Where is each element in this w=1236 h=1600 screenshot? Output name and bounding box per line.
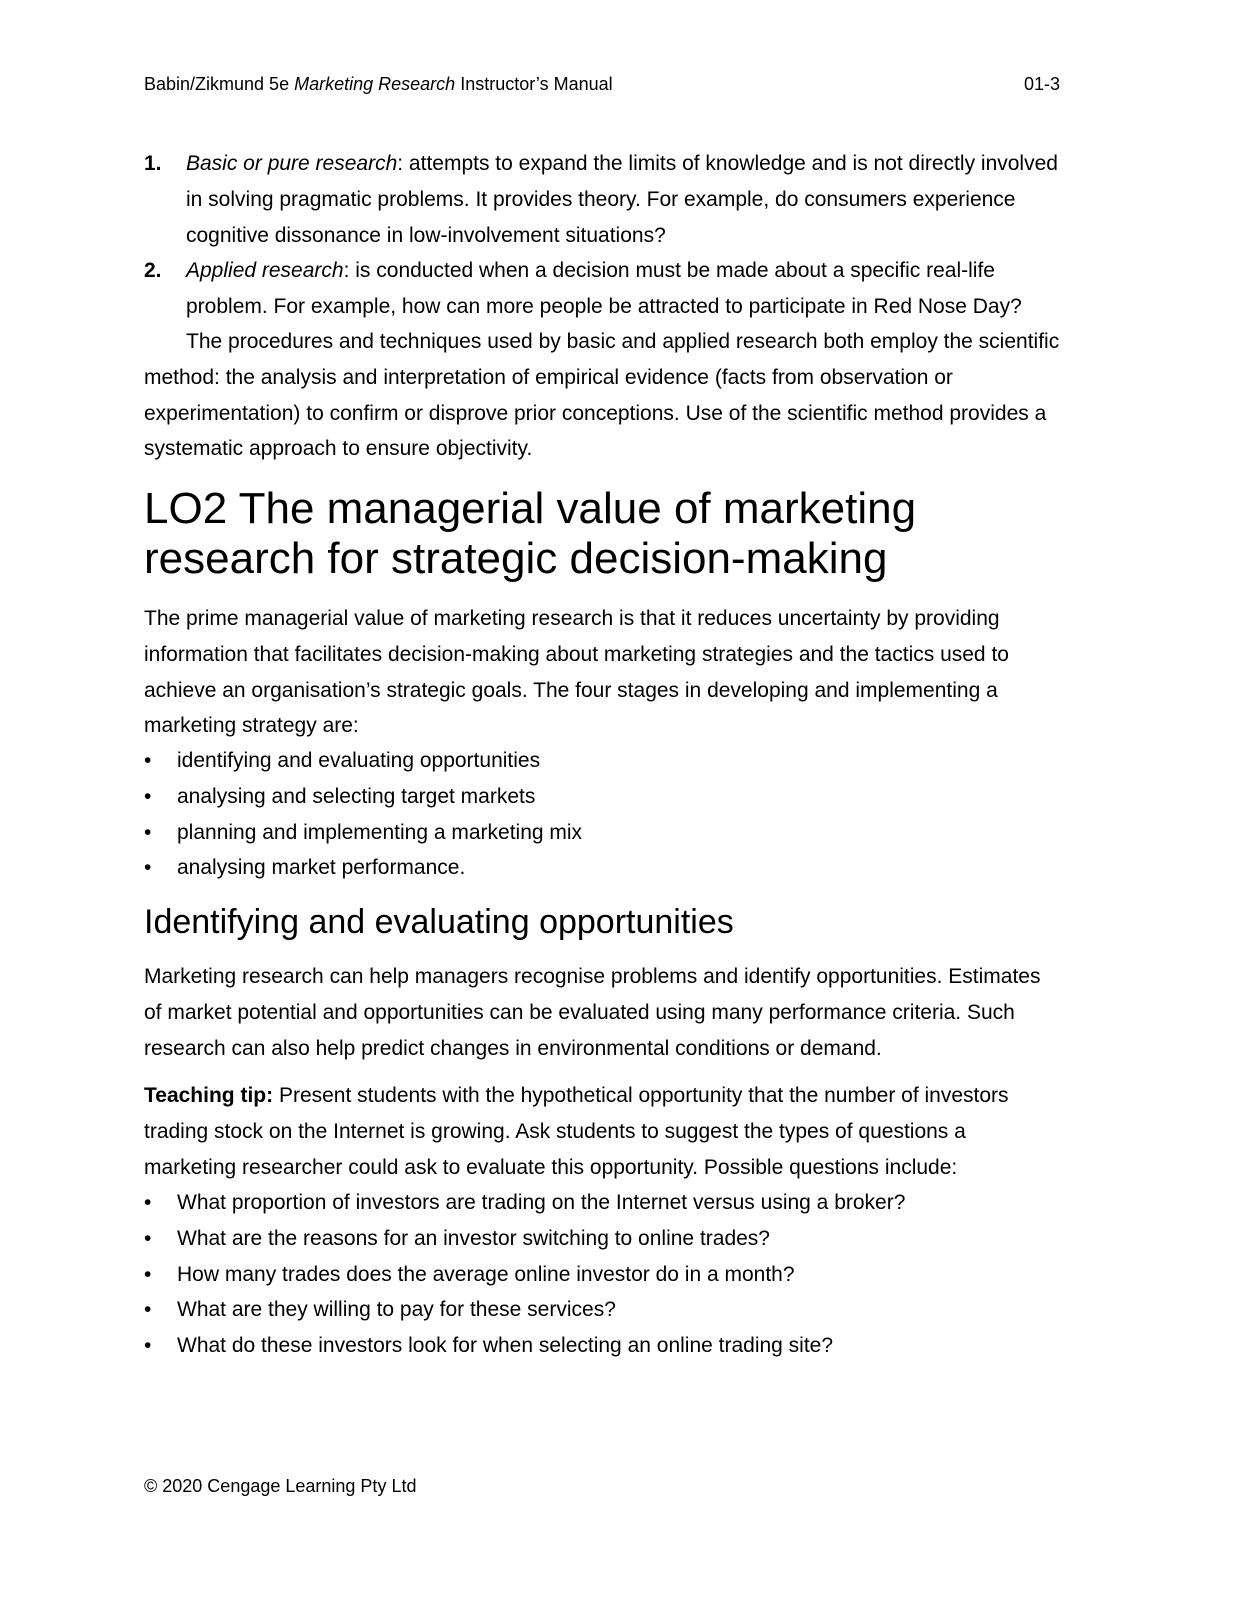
item-number: 2. <box>144 259 162 283</box>
subsection-heading: Identifying and evaluating opportunities <box>144 903 734 941</box>
list-item-text: What are the reasons for an investor switching to online trades? <box>177 1226 770 1250</box>
running-title <box>144 72 613 96</box>
scientific-method-paragraph: The procedures and techniques used by basic and applied research both employ the scientific method: the analysis and interpretation of empirical evidence (facts from observation or experimentation) to confirm or disprove prior conceptions. Use of the scientific method provides a systematic approach to ensure objectivity. <box>144 330 1060 461</box>
strategy-stages-list <box>144 743 1060 886</box>
item-definition: : attempts to expand the limits of knowledge and is not directly involved in solving pragmatic problems. It provides theory. For example, do consumers experience cognitive dissonance in low-involvement situations? <box>186 152 1058 247</box>
bullet-icon: • <box>144 1334 152 1358</box>
list-item-text: analysing and selecting target markets <box>177 784 536 808</box>
list-item-text: What are they willing to pay for these services? <box>177 1298 616 1322</box>
research-types-list <box>144 146 1060 325</box>
list-item <box>144 1328 1060 1364</box>
bullet-icon: • <box>144 1226 152 1250</box>
list-item-text: What do these investors look for when selecting an online trading site? <box>177 1334 834 1358</box>
list-item-text: What proportion of investors are trading on the Internet versus using a broker? <box>177 1191 906 1214</box>
manual-label: Instructor’s Manual <box>460 74 613 94</box>
list-item <box>144 1221 1060 1257</box>
bullet-icon: • <box>144 784 152 808</box>
item-term: Applied research <box>186 259 344 283</box>
bullet-icon: • <box>144 1298 152 1322</box>
teaching-tip-label: Teaching tip: <box>144 1084 274 1107</box>
page-footer: © 2020 Cengage Learning Pty Ltd <box>144 1476 417 1496</box>
questions-list <box>144 1185 1060 1364</box>
item-term: Basic or pure research <box>186 152 398 175</box>
item-definition: : is conducted when a decision must be made about a specific real-life problem. For example, how can more people be attracted to participate in Red Nose Day? <box>186 259 1022 319</box>
list-item <box>144 146 1060 253</box>
managerial-value-paragraph: The prime managerial value of marketing research is that it reduces uncertainty by providing information that facilitates decision-making about marketing strategies and the tactics used to achieve an organisation’s strategic goals. The four stages in developing and implementing a marketing strategy are: <box>144 607 1009 738</box>
list-item <box>144 850 1060 886</box>
list-item <box>144 1292 1060 1328</box>
opportunities-paragraph: Marketing research can help managers recognise problems and identify opportunities. Estimates of market potential and opportunities can be evaluated using many performance criteria. Such research can also help predict changes in environmental conditions or demand. <box>144 965 1041 1060</box>
bullet-icon: • <box>144 820 152 844</box>
section-heading: LO2 The managerial value of marketing research for strategic decision-making <box>144 484 917 583</box>
list-item <box>144 1257 1060 1293</box>
page-header <box>144 72 1060 96</box>
book-title: Marketing Research <box>294 74 456 94</box>
list-item-text: planning and implementing a marketing mix <box>177 820 583 844</box>
list-item-text: How many trades does the average online investor do in a month? <box>177 1262 795 1286</box>
list-item-text: analysing market performance. <box>177 856 466 880</box>
teaching-tip-paragraph <box>144 1078 1060 1185</box>
bullet-icon: • <box>144 749 152 772</box>
item-number: 1. <box>144 152 162 175</box>
list-item <box>144 815 1060 851</box>
teaching-tip-text: Present students with the hypothetical opportunity that the number of investors trading stock on the Internet is growing. Ask students to suggest the types of questions a marketing researcher could ask to evaluate this opportunity. Possible questions include: <box>144 1084 1009 1179</box>
list-item <box>144 779 1060 815</box>
author-edition: Babin/Zikmund 5e <box>144 74 290 94</box>
list-item <box>144 743 1060 779</box>
list-item <box>144 253 1060 325</box>
page-number: 01-3 <box>1023 74 1060 94</box>
list-item <box>144 1185 1060 1221</box>
bullet-icon: • <box>144 1262 152 1286</box>
list-item-text: identifying and evaluating opportunities <box>177 749 541 772</box>
bullet-icon: • <box>144 1191 152 1214</box>
bullet-icon: • <box>144 856 152 880</box>
